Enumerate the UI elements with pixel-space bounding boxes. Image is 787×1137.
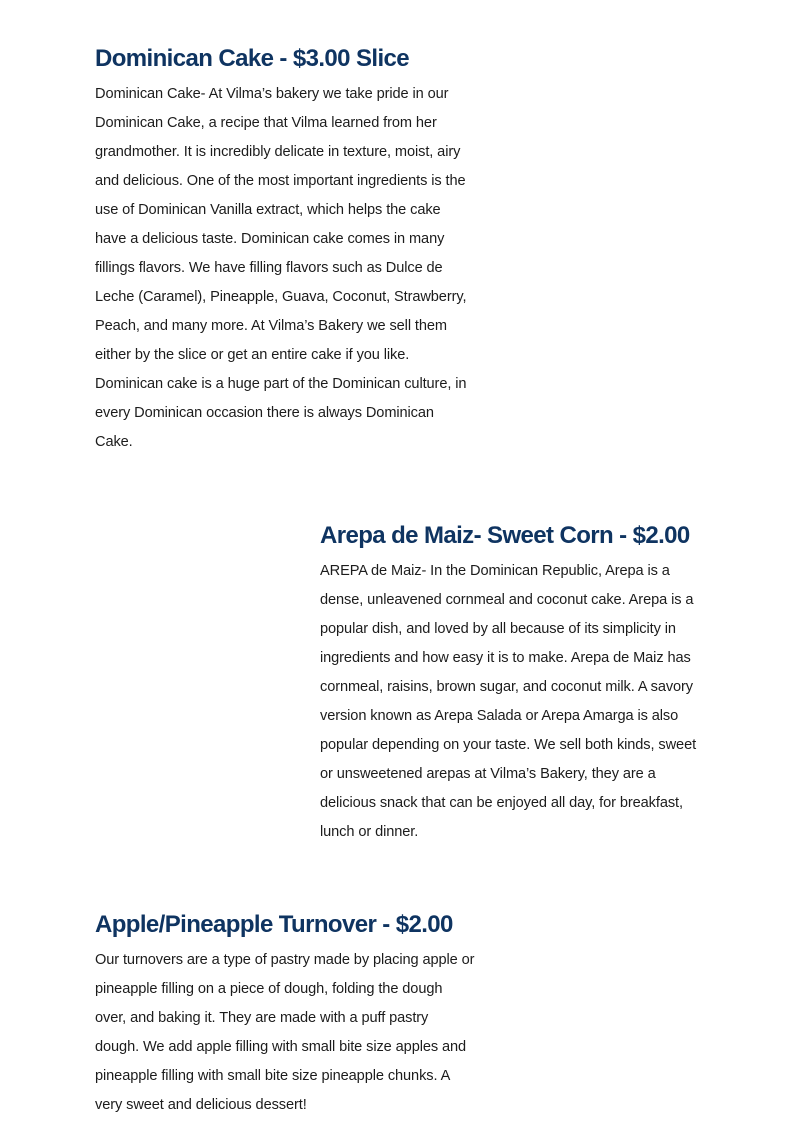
menu-item-description: Our turnovers are a type of pastry made by placing apple or pineapple filling on a piece of dough, folding the dough over, and baking it. They are made with a puff pastry dough. We add apple filling with small bite size apples and pineapple filling with small bite size pineapple chunks. A very sweet and delicious dessert! — [95, 952, 475, 1113]
menu-item-title: Apple/Pineapple Turnover - $2.00 — [95, 911, 453, 938]
menu-item-turnover — [95, 910, 475, 1120]
menu-item-description: AREPA de Maiz- In the Dominican Republic, Arepa is a dense, unleavened cornmeal and coconut cake. Arepa is a popular dish, and loved by all because of its simplicity in ingredients and how easy it is to make. Arepa de Maiz has cornmeal, raisins, brown sugar, and coconut milk. A savory version known as Arepa Salada or Arepa Amarga is also popular depending on your taste. We sell both kinds, sweet or unsweetened arepas at Vilma’s Bakery, they are a delicious snack that can be enjoyed all day, for breakfast, lunch or dinner. — [320, 563, 697, 840]
menu-item-description: Dominican Cake- At Vilma’s bakery we take pride in our Dominican Cake, a recipe that Vilma learned from her grandmother. It is incredibly delicate in texture, moist, airy and delicious. One of the most important ingredients is the use of Dominican Vanilla extract, which helps the cake have a delicious taste. Dominican cake comes in many fillings flavors. We have filling flavors such as Dulce de Leche (Caramel), Pineapple, Guava, Coconut, Strawberry, Peach, and many more. At Vilma’s Bakery we sell them either by the slice or get an entire cake if you like. Dominican cake is a huge part of the Dominican culture, in every Dominican occasion there is always Dominican Cake. — [95, 86, 467, 450]
menu-item-dominican-cake — [95, 44, 475, 457]
menu-item-title: Arepa de Maiz- Sweet Corn - $2.00 — [320, 522, 690, 549]
menu-item-title: Dominican Cake - $3.00 Slice — [95, 45, 410, 72]
menu-item-arepa-de-maiz — [320, 521, 698, 847]
